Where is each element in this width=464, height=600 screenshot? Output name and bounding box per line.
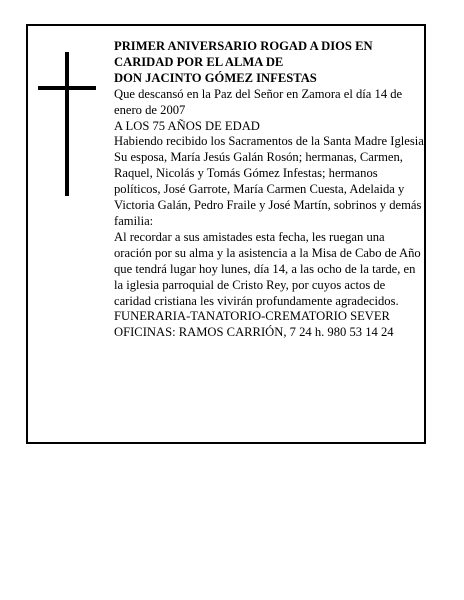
- age-line: A LOS 75 AÑOS DE EDAD: [114, 118, 260, 133]
- request-paragraph: Al recordar a sus amistades esta fecha, les ruegan una oración por su alma y la asistencia a la Misa de Cabo de Año que tendrá lugar hoy lunes, día 14, a las ocho de la tarde, en la iglesia parroquial de Cristo Rey, por cuyos actos de caridad cristiana les vivirán profundamente agradecidos.: [114, 229, 421, 308]
- deceased-name: DON JACINTO GÓMEZ INFESTAS: [114, 70, 317, 85]
- funeral-home: FUNERARIA-TANATORIO-CREMATORIO SEVER: [114, 309, 390, 324]
- obituary-text: [114, 39, 424, 341]
- offices-line: OFICINAS: RAMOS CARRIÓN, 7 24 h. 980 53 14 24: [114, 325, 394, 340]
- sacraments-line: Habiendo recibido los Sacramentos de la Santa Madre Iglesia: [114, 134, 424, 149]
- cross-horizontal-bar: [38, 86, 96, 90]
- death-info: Que descansó en la Paz del Señor en Zamora el día 14 de enero de 2007: [114, 86, 403, 117]
- title-line-1: PRIMER ANIVERSARIO ROGAD A DIOS EN CARIDAD POR EL ALMA DE: [114, 39, 373, 69]
- family-paragraph: Su esposa, María Jesús Galán Rosón; hermanas, Carmen, Raquel, Nicolás y Tomás Gómez Infestas; hermanos políticos, José Garrote, María Carmen Cuesta, Adelaida y Victoria Galán, Pedro Fraile y José Martín, sobrinos y demás familia:: [114, 150, 422, 228]
- cross-vertical-bar: [65, 52, 69, 196]
- cross-icon: [38, 52, 96, 196]
